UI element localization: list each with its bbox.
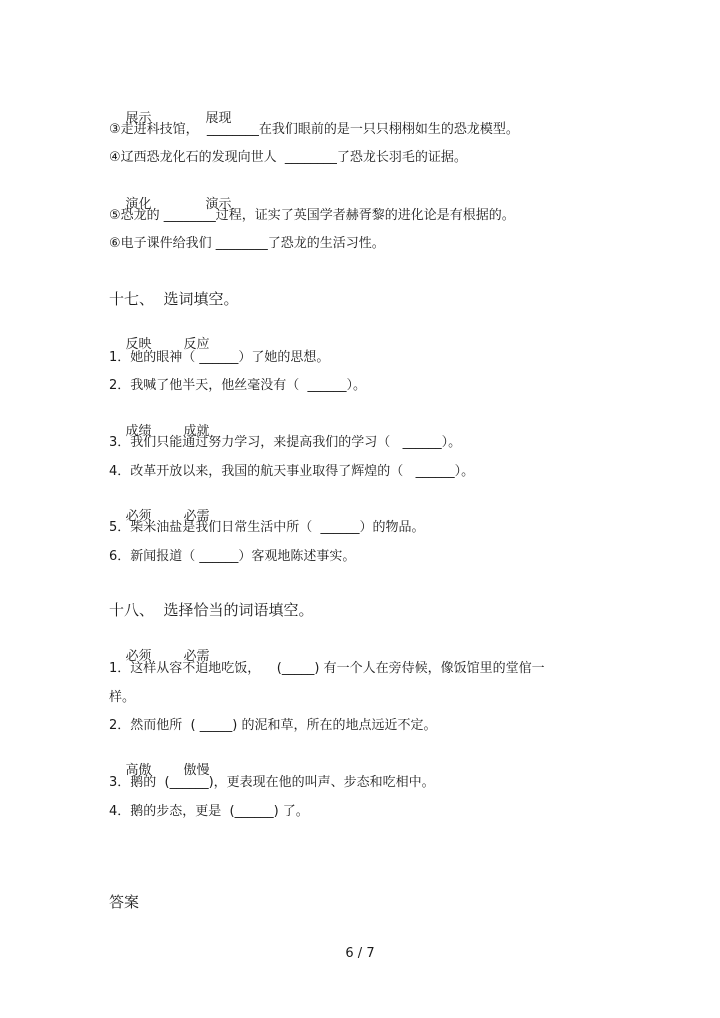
word-option: 高傲 bbox=[125, 763, 152, 778]
question-line: ⑥电子课件给我们 ________了恐龙的生活习性。 bbox=[109, 236, 385, 251]
word-option: 必需 bbox=[183, 509, 210, 524]
question-line: 3．我们只能通过努力学习，来提高我们的学习（ ______）。 bbox=[109, 435, 462, 450]
question-line: 2．然而他所 ( _____) 的泥和草，所在的地点远近不定。 bbox=[109, 718, 437, 733]
word-option: 必需 bbox=[183, 649, 210, 664]
word-option: 演示 bbox=[205, 197, 232, 212]
question-line: ③走进科技馆， ________在我们眼前的是一只只栩栩如生的恐龙模型。 bbox=[109, 122, 519, 137]
question-line: 1．这样从容不迫地吃饭， (_____) 有一个人在旁侍候，像饭馆里的堂倌一 bbox=[109, 661, 545, 676]
question-line: ⑤恐龙的 ________过程，证实了英国学者赫胥黎的进化论是有根据的。 bbox=[109, 208, 515, 223]
question-line: 2．我喊了他半天，他丝毫没有（ ______）。 bbox=[109, 378, 367, 393]
word-option: 必须 bbox=[125, 509, 152, 524]
word-option: 反映 bbox=[125, 337, 152, 352]
word-option: 成绩 bbox=[125, 424, 152, 439]
section-heading: 十八、 选择恰当的词语填空。 bbox=[109, 601, 314, 619]
word-option: 演化 bbox=[125, 197, 152, 212]
word-option: 展示 bbox=[125, 111, 152, 126]
word-option: 成就 bbox=[183, 424, 210, 439]
question-line: ④辽西恐龙化石的发现向世人 ________了恐龙长羽毛的证据。 bbox=[109, 150, 467, 165]
word-option: 傲慢 bbox=[183, 763, 210, 778]
page-number: 6 / 7 bbox=[345, 946, 375, 961]
answer-heading: 答案 bbox=[109, 893, 140, 911]
question-line: 4．鹅的步态，更是 (______) 了。 bbox=[109, 804, 309, 819]
word-option: 反应 bbox=[183, 337, 210, 352]
question-line: 1．她的眼神（ ______）了她的思想。 bbox=[109, 350, 330, 365]
question-line: 样。 bbox=[109, 690, 136, 705]
question-line: 4．改革开放以来，我国的航天事业取得了辉煌的（ ______）。 bbox=[109, 464, 475, 479]
word-option: 必须 bbox=[125, 649, 152, 664]
question-line: 5．柴米油盐是我们日常生活中所（ ______）的物品。 bbox=[109, 520, 425, 535]
word-option: 展现 bbox=[205, 111, 232, 126]
question-line: 6．新闻报道（ ______）客观地陈述事实。 bbox=[109, 549, 356, 564]
question-line: 3．鹅的 (______)，更表现在他的叫声、步态和吃相中。 bbox=[109, 775, 435, 790]
section-heading: 十七、 选词填空。 bbox=[109, 290, 239, 308]
